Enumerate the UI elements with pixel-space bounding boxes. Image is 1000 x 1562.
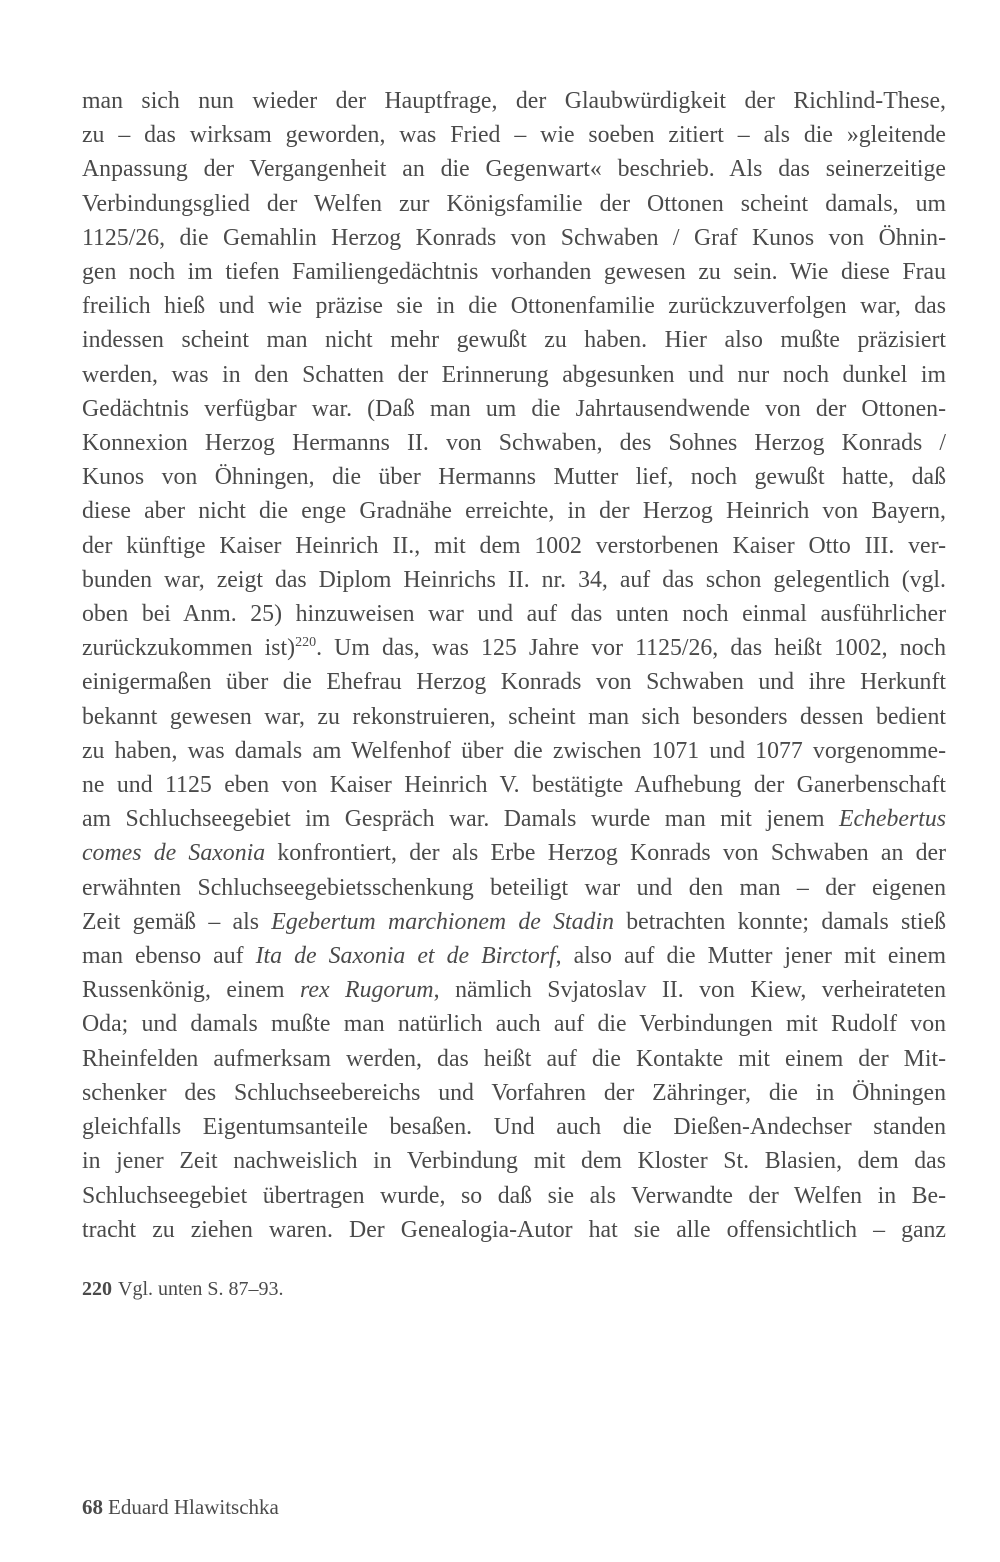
text-line: werden, was in den Schatten der Erinnerung abgesunken und nur noch dunkel im [82,361,946,388]
footnote [82,1276,284,1302]
text-line: Verbindungsglied der Welfen zur Königsfamilie der Ottonen scheint damals, um [82,190,946,217]
text-line: Konnexion Herzog Hermanns II. von Schwaben, des Sohnes Herzog Konrads / [82,430,946,457]
text-line [82,836,946,870]
text-line [82,939,946,973]
text-line: schenker des Schluchseebereichs und Vorfahren der Zähringer, die in Öhningen [82,1079,946,1106]
text-line: tracht zu ziehen waren. Der Genealogia-Autor hat sie alle offensichtlich – ganz [82,1216,946,1243]
text-line [82,973,946,1007]
footnote-reference[interactable]: 220 [295,635,317,651]
text-segment: betrachten konnte; damals stieß [613,908,946,935]
text-line: indessen scheint man nicht mehr gewußt zu haben. Hier also mußte präzisiert [82,327,946,354]
footnote-number: 220 [82,1278,112,1300]
text-line: Gedächtnis verfügbar war. (Daß man um die Jahrtausendwende von der Ottonen- [82,395,946,422]
text-line: zu haben, was damals am Welfenhof über die zwischen 1071 und 1077 vorgenomme- [82,737,946,764]
text-line: Rheinfelden aufmerksam werden, das heißt auf die Kontakte mit einem der Mit- [82,1045,946,1072]
text-line [82,905,946,939]
text-segment: , also auf die Mutter jener mit einem [555,943,946,970]
italic-term: rex Rugorum [300,977,434,1004]
text-line: man sich nun wieder der Hauptfrage, der Glaubwürdigkeit der Richlind-These, [82,88,946,114]
page-number: 68 [82,1495,103,1519]
italic-term: Egebertum marchionem de Stadin [271,908,614,935]
italic-term: comes de Saxonia [82,840,266,867]
text-line: bekannt gewesen war, zu rekonstruieren, scheint man sich besonders dessen bedient [82,703,946,730]
text-line: gleichfalls Eigentumsanteile besaßen. Und auch die Dießen-Andechser standen [82,1114,946,1141]
body-text [82,84,946,1247]
text-line: oben bei Anm. 25) hinzuweisen war und auf das unten noch einmal ausführlicher [82,601,946,628]
footnote-text: Vgl. unten S. 87–93. [118,1278,284,1300]
text-line: zu – das wirksam geworden, was Fried – wie soeben zitiert – als die »gleitende [82,122,946,149]
text-line: Schluchseegebiet übertragen wurde, so daß sie als Verwandte der Welfen in Be- [82,1182,946,1209]
text-line [82,631,946,665]
text-line: Kunos von Öhningen, die über Hermanns Mutter lief, noch gewußt hatte, daß [82,464,946,491]
text-line: Anpassung der Vergangenheit an die Gegenwart« beschrieb. Als das seinerzeitige [82,156,946,183]
text-segment: Russenkönig, einem [82,977,301,1004]
text-segment: am Schluchseegebiet im Gespräch war. Damals wurde man mit jenem [82,806,839,833]
text-line [82,802,946,836]
text-line: erwähnten Schluchseegebietsschenkung beteiligt war und den man – der eigenen [82,874,946,901]
text-segment: man ebenso auf [82,943,256,970]
text-line: 1125/26, die Gemahlin Herzog Konrads von Schwaben / Graf Kunos von Öhnin- [82,224,946,251]
text-line: bunden war, zeigt das Diplom Heinrichs II. nr. 34, auf das schon gelegentlich (vgl. [82,566,946,593]
text-segment: zurückzukommen ist) [82,635,296,662]
running-author: Eduard Hlawitschka [108,1495,279,1519]
text-line: Oda; und damals mußte man natürlich auch auf die Verbindungen mit Rudolf von [82,1011,946,1038]
text-line: freilich hieß und wie präzise sie in die Ottonenfamilie zurückzuverfolgen war, das [82,293,946,320]
text-segment: , nämlich Svjatoslav II. von Kiew, verheirateten [433,977,946,1004]
text-segment: Zeit gemäß – als [82,908,272,935]
text-segment: . Um das, was 125 Jahre vor 1125/26, das heißt 1002, noch [316,635,947,662]
text-line: diese aber nicht die enge Gradnähe erreichte, in der Herzog Heinrich von Bayern, [82,498,946,525]
text-line: einigermaßen über die Ehefrau Herzog Konrads von Schwaben und ihre Herkunft [82,669,946,696]
text-line: ne und 1125 eben von Kaiser Heinrich V. bestätigte Aufhebung der Ganerbenschaft [82,772,946,799]
text-line: gen noch im tiefen Familiengedächtnis vorhanden gewesen zu sein. Wie diese Frau [82,259,946,286]
text-segment: konfrontiert, der als Erbe Herzog Konrads von Schwaben an der [265,840,946,867]
page-footer [82,1494,279,1520]
text-line: der künftige Kaiser Heinrich II., mit dem 1002 verstorbenen Kaiser Otto III. ver- [82,532,946,559]
italic-term: Ita de Saxonia et de Birctorf [255,943,556,970]
italic-term: Echebertus [838,806,946,833]
text-line: in jener Zeit nachweislich in Verbindung mit dem Kloster St. Blasien, dem das [82,1148,946,1175]
